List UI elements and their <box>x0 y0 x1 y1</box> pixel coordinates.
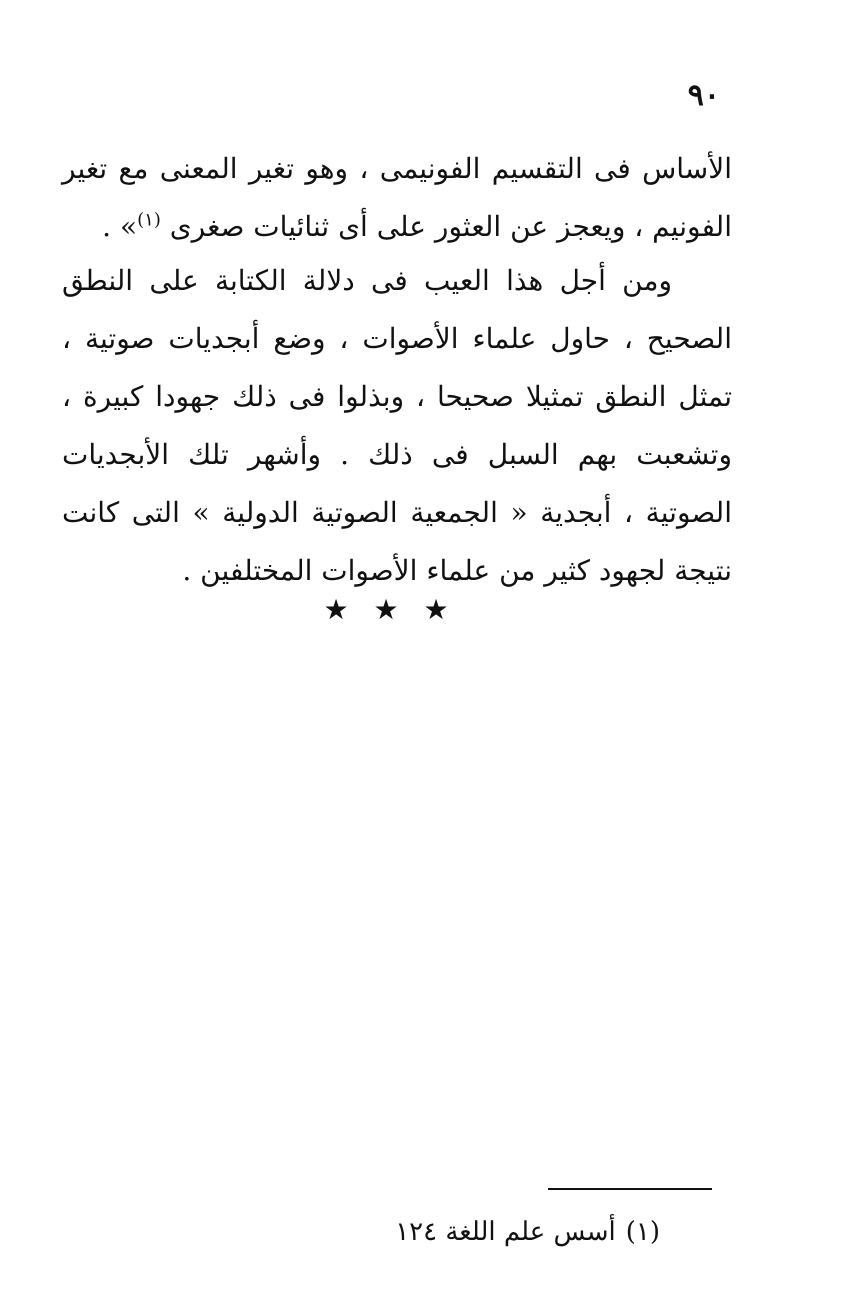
paragraph-2: ومن أجل هذا العيب فى دلالة الكتابة على النطق الصحيح ، حاول علماء الأصوات ، وضع أبجديات صوتية ، تمثل النطق تمثيلا صحيحا ، وبذلوا فى ذلك جهودا كبيرة ، وتشعبت بهم السبل فى ذلك . وأشهر تلك الأبجديات الصوتية ، أبجدية « الجمعية الصوتية الدولية » التى كانت نتيجة لجهود كثير من علماء الأصوات المختلفين . <box>62 264 732 587</box>
footnote-text: أسس علم اللغة ١٢٤ <box>395 1217 616 1247</box>
footnote <box>300 1212 660 1252</box>
footnote-marker: (١) <box>625 1217 660 1247</box>
paragraph-1 <box>62 140 732 256</box>
footnote-divider <box>548 1188 712 1190</box>
page-number: ٩٠ <box>687 78 720 113</box>
paragraph-1-closing: » . <box>102 210 138 243</box>
section-separator-stars: ★ ★ ★ <box>323 593 457 626</box>
paragraph-1-text: الأساس فى التقسيم الفونيمى ، وهو تغير المعنى مع تغير الفونيم ، ويعجز عن العثور على أى ثنائيات صغرى <box>62 152 732 243</box>
footnote-reference: (١) <box>137 209 161 231</box>
